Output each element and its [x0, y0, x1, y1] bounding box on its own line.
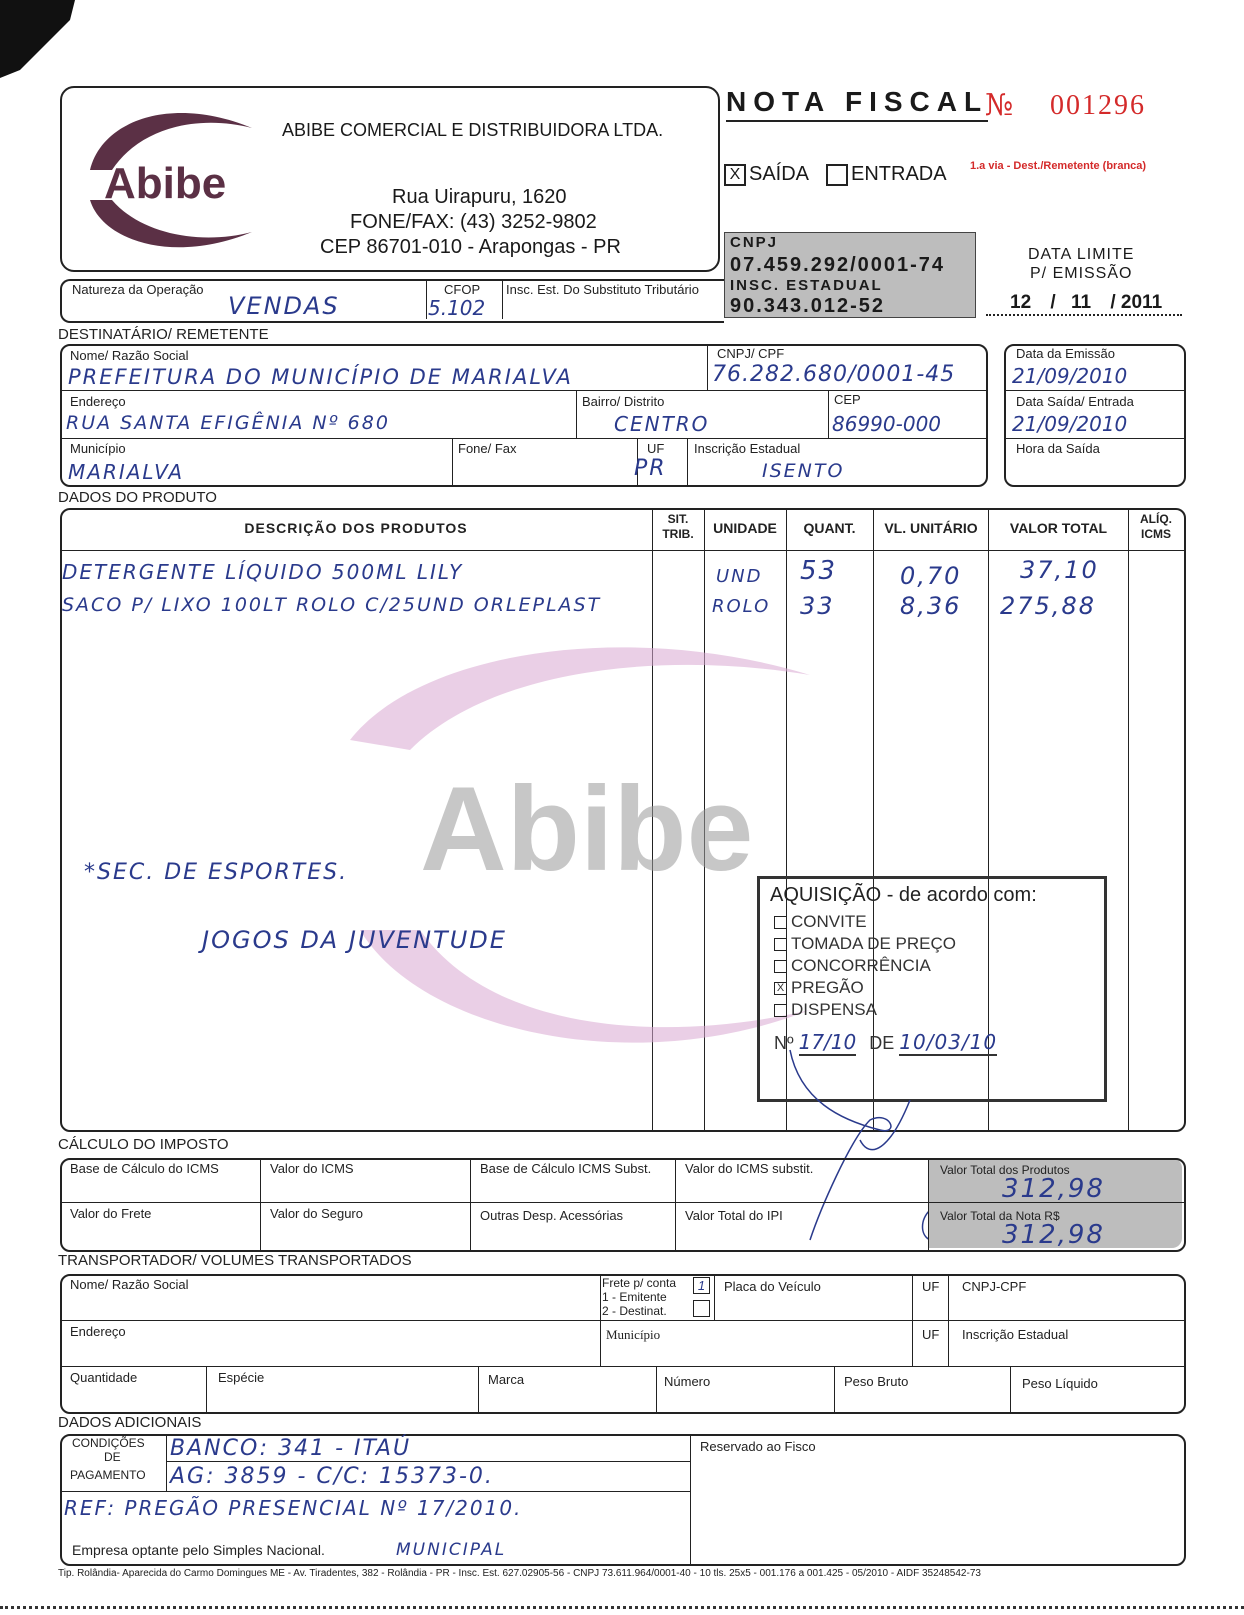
logo-text: Abibe: [104, 159, 227, 208]
col-vl-unit: VL. UNITÁRIO: [884, 520, 978, 536]
transp-cnpj-label: CNPJ-CPF: [962, 1279, 1027, 1294]
footer-text: Tip. Rolândia- Aparecida do Carmo Domingues ME - Av. Tiradentes, 382 - Rolândia - PR - Insc. Est. 627.02905-56 - CNPJ 73.611.964/0001-40 - 10 tls. 25x5 - 001.176 a 001.425 - 05/2010 - AIDF 35248542-73: [58, 1568, 981, 1579]
nome-label: Nome/ Razão Social: [70, 348, 189, 363]
insc-value: 90.343.012-52: [730, 295, 886, 317]
data-limite-year: 2011: [1120, 292, 1163, 313]
stamp-date-value: 10/03/10: [899, 1030, 998, 1054]
fone-label: Fone/ Fax: [458, 441, 517, 456]
total-produtos-value: 312,98: [1002, 1174, 1105, 1204]
natureza-label: Natureza da Operação: [72, 282, 204, 297]
frete-label: Valor do Frete: [70, 1206, 152, 1221]
uf-label: UF: [647, 441, 665, 456]
endereco-label: Endereço: [70, 394, 126, 409]
stamp-title: AQUISIÇÃO - de acordo com:: [770, 884, 1037, 906]
product-row-2-unidade: ROLO: [712, 596, 771, 617]
transp-endereco-label: Endereço: [70, 1324, 126, 1339]
note-sec-esportes: *SEC. DE ESPORTES.: [84, 860, 349, 885]
peso-bruto-label: Peso Bruto: [844, 1374, 909, 1389]
cnpj-cpf-label: CNPJ/ CPF: [717, 346, 785, 361]
base-icms-label: Base de Cálculo do ICMS: [70, 1161, 219, 1176]
company-name: ABIBE COMERCIAL E DISTRIBUIDORA LTDA.: [282, 120, 664, 140]
cond-label-2: DE: [104, 1450, 121, 1464]
stamp-option-convite: CONVITE: [774, 912, 867, 932]
slash-1: /: [1050, 292, 1056, 313]
numero-label: Número: [664, 1374, 711, 1389]
cond-label-1: CONDIÇÕES: [72, 1436, 145, 1450]
frete-conta-label: Frete p/ conta: [602, 1276, 677, 1290]
reservado-label: Reservado ao Fisco: [700, 1439, 816, 1454]
recipient-title: DESTINATÁRIO/ REMETENTE: [58, 326, 269, 343]
data-limite-day: 12: [1010, 292, 1032, 313]
total-nota-label: Valor Total da Nota R$: [940, 1209, 1060, 1223]
col-vl-total: VALOR TOTAL: [1009, 520, 1108, 536]
seguro-label: Valor do Seguro: [270, 1206, 363, 1221]
cnpj-cpf-value: 76.282.680/0001-45: [712, 362, 956, 387]
endereco-value: RUA SANTA EFIGÊNIA Nº 680: [66, 412, 390, 434]
uf-value: PR: [634, 456, 667, 481]
frete-checkbox-1[interactable]: 1: [693, 1277, 710, 1294]
saida-checkbox[interactable]: X: [724, 164, 746, 186]
note-jogos: JOGOS DA JUVENTUDE: [202, 926, 507, 954]
doc-number-prefix: №: [985, 88, 1014, 123]
outras-label: Outras Desp. Acessórias: [480, 1208, 624, 1223]
slash-2: /: [1110, 292, 1116, 313]
cnpj-label: CNPJ: [730, 234, 779, 251]
municipio-value: MARIALVA: [68, 460, 185, 484]
product-row-2-quant: 33: [800, 592, 835, 620]
stamp-option-pregao: X PREGÃO: [774, 978, 864, 998]
municipio-label: Município: [70, 441, 126, 456]
transp-insc-label: Inscrição Estadual: [962, 1327, 1069, 1342]
stamp-option-tomada: TOMADA DE PREÇO: [774, 934, 956, 954]
doc-number: 001296: [1050, 90, 1146, 121]
placa-label: Placa do Veículo: [724, 1279, 821, 1294]
nome-value: PREFEITURA DO MUNICÍPIO DE MARIALVA: [68, 365, 573, 389]
data-emissao-label: Data da Emissão: [1016, 346, 1115, 361]
col-unidade: UNIDADE: [713, 520, 777, 536]
product-row-1-vl-unit: 0,70: [900, 562, 962, 590]
additional-title: DADOS ADICIONAIS: [58, 1414, 202, 1431]
saida-option[interactable]: [724, 163, 809, 186]
transp-uf-label: UF: [922, 1279, 940, 1294]
valor-subst-label: Valor do ICMS substit.: [685, 1161, 814, 1176]
especie-label: Espécie: [218, 1370, 265, 1385]
product-row-1-unidade: UND: [716, 566, 763, 587]
entrada-option[interactable]: [826, 163, 947, 186]
col-aliq: ALÍQ. ICMS: [1140, 512, 1172, 541]
emissao-label: P/ EMISSÃO: [1030, 265, 1133, 282]
transp-municipio-label: Município: [606, 1327, 661, 1342]
watermark-text: Abibe: [420, 762, 754, 896]
bairro-label: Bairro/ Distrito: [582, 394, 665, 409]
stamp-option-concorrencia: CONCORRÊNCIA: [774, 956, 931, 976]
product-row-1-vl-total: 37,10: [1020, 556, 1099, 584]
base-subst-label: Base de Cálculo ICMS Subst.: [480, 1161, 652, 1176]
data-limite-label: DATA LIMITE: [1028, 246, 1135, 263]
product-row-2-desc: SACO P/ LIXO 100LT ROLO C/25UND ORLEPLAST: [62, 594, 602, 616]
company-phone: FONE/FAX: (43) 3252-9802: [350, 211, 597, 233]
product-row-1-desc: DETERGENTE LÍQUIDO 500ML LILY: [62, 560, 464, 584]
stamp-de-label: DE: [869, 1033, 895, 1053]
col-desc: DESCRIÇÃO DOS PRODUTOS: [244, 520, 468, 536]
emitente-label: 1 - Emitente: [602, 1290, 667, 1304]
peso-liquido-label: Peso Líquido: [1022, 1376, 1098, 1391]
frete-checkbox-2[interactable]: [693, 1300, 710, 1317]
agencia-value: AG: 3859 - C/C: 15373-0.: [170, 1464, 494, 1489]
stamp-option-dispensa: DISPENSA: [774, 1000, 877, 1020]
tax-title: CÁLCULO DO IMPOSTO: [58, 1136, 229, 1153]
product-row-2-vl-unit: 8,36: [900, 592, 962, 620]
entrada-label: ENTRADA: [851, 163, 947, 185]
valor-icms-label: Valor do ICMS: [270, 1161, 354, 1176]
doc-title: NOTA FISCAL: [726, 86, 988, 122]
product-row-2-vl-total: 275,88: [1000, 592, 1096, 620]
ie-label: Inscrição Estadual: [694, 441, 801, 456]
insc-subst-label: Insc. Est. Do Substituto Tributário: [506, 282, 699, 297]
destinat-label: 2 - Destinat.: [602, 1304, 667, 1318]
transp-uf2-label: UF: [922, 1327, 940, 1342]
cfop-label: CFOP: [444, 282, 481, 297]
data-saida-label: Data Saída/ Entrada: [1016, 394, 1134, 409]
data-emissao-value: 21/09/2010: [1012, 364, 1128, 388]
bottom-edge: [0, 1606, 1244, 1609]
cfop-value: 5.102: [428, 296, 486, 320]
transp-nome-label: Nome/ Razão Social: [70, 1277, 189, 1292]
data-limite-value: [986, 292, 1182, 316]
cep-label: CEP: [834, 392, 861, 407]
cond-label-3: PAGAMENTO: [70, 1468, 146, 1482]
company-logo: [82, 100, 272, 260]
products-title: DADOS DO PRODUTO: [58, 489, 217, 506]
company-cep: CEP 86701-010 - Arapongas - PR: [320, 236, 621, 258]
saida-label: SAÍDA: [749, 163, 810, 185]
data-limite-month: 11: [1070, 292, 1092, 313]
bairro-value: CENTRO: [614, 412, 710, 436]
ie-value: ISENTO: [762, 460, 845, 482]
col-quant: QUANT.: [803, 520, 856, 536]
company-address: Rua Uirapuru, 1620: [392, 186, 567, 208]
municipal-value: MUNICIPAL: [396, 1540, 507, 1560]
transport-title: TRANSPORTADOR/ VOLUMES TRANSPORTADOS: [58, 1252, 412, 1269]
hora-saida-label: Hora da Saída: [1016, 441, 1100, 456]
corner-mark: [0, 0, 80, 80]
product-row-1-quant: 53: [800, 556, 838, 586]
marca-label: Marca: [488, 1372, 525, 1387]
stamp-n-value: 17/10: [798, 1030, 857, 1054]
cnpj-value: 07.459.292/0001-74: [730, 254, 946, 276]
banco-value: BANCO: 341 - ITAÚ: [170, 1436, 412, 1461]
col-sit: SIT. TRIB.: [662, 512, 694, 541]
total-produtos-label: Valor Total dos Produtos: [940, 1163, 1070, 1177]
ref-value: REF: PREGÃO PRESENCIAL Nº 17/2010.: [64, 1496, 523, 1520]
insc-label: INSC. ESTADUAL: [730, 277, 883, 294]
natureza-value: VENDAS: [228, 292, 340, 320]
ipi-label: Valor Total do IPI: [685, 1208, 783, 1223]
total-nota-value: 312,98: [1002, 1220, 1105, 1250]
via-text: 1.a via - Dest./Remetente (branca): [970, 160, 1147, 172]
cep-value: 86990-000: [832, 412, 942, 436]
stamp-n-prefix: Nº: [774, 1033, 794, 1053]
entrada-checkbox[interactable]: [826, 164, 848, 186]
simples-label: Empresa optante pelo Simples Nacional.: [72, 1542, 325, 1558]
quantidade-label: Quantidade: [70, 1370, 138, 1385]
data-saida-value: 21/09/2010: [1012, 412, 1128, 436]
